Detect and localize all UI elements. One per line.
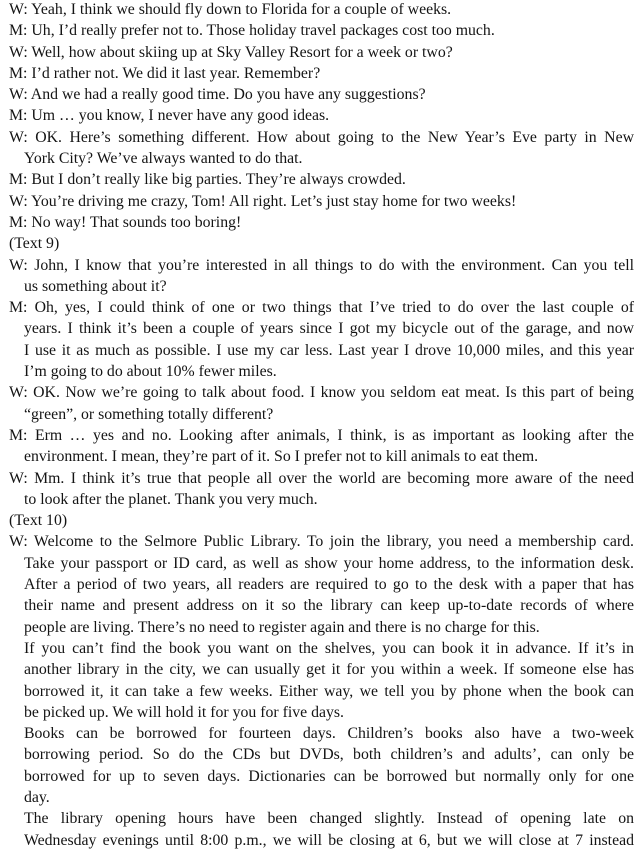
monologue-line: Take your passport or ID card, as well as show your home address, to the information desk. [24, 554, 634, 572]
monologue-line: If you can’t find the book you want on the shelves, you can book it in advance. If it’s in [24, 639, 634, 657]
dialogue-line: W: And we had a really good time. Do you have any suggestions? [9, 86, 426, 104]
text-10-label: (Text 10) [9, 512, 68, 530]
monologue-line: people are living. There’s no need to register again and there is no charge for this. [24, 618, 540, 636]
dialogue-line: W: You’re driving me crazy, Tom! All right. Let’s just stay home for two weeks! [9, 192, 517, 210]
monologue-line: The library opening hours have been changed slightly. Instead of opening late on [24, 810, 634, 828]
dialogue-line-continued: us something about it? [24, 277, 167, 295]
dialogue-line: W: Mm. I think it’s true that people all over the world are becoming more aware of the need [9, 469, 634, 487]
monologue-line: be picked up. We will hold it for you for five days. [24, 703, 345, 721]
monologue-line: Wednesday evenings until 8:00 p.m., we will be closing at 6, but we will close at 7 instead [24, 831, 634, 849]
monologue-line: another library in the city, we can usually get it for you within a week. If someone else has [24, 661, 634, 679]
monologue-line: Books can be borrowed for fourteen days. Children’s books also have a two-week [24, 725, 634, 743]
monologue-line: borrowed it, it can take a few weeks. Either way, we tell you by phone when the book can [24, 682, 634, 700]
dialogue-line: M: No way! That sounds too boring! [9, 213, 242, 231]
monologue-line: After a period of two years, all readers are required to go to the desk with a paper that has [24, 576, 634, 594]
monologue-line: borrowing period. So do the CDs but DVDs, both children’s and adults’, can only be [24, 746, 634, 764]
dialogue-line: W: John, I know that you’re interested in all things to do with the environment. Can you tell [9, 256, 634, 274]
dialogue-line-continued: I’m going to do about 10% fewer miles. [24, 363, 277, 381]
dialogue-line-continued: to look after the planet. Thank you very much. [24, 490, 318, 508]
dialogue-line: W: OK. Now we’re going to talk about food. I know you seldom eat meat. Is this part of being [9, 384, 634, 402]
monologue-line: borrowed for up to seven days. Dictionaries can be borrowed but normally only for one [24, 767, 634, 785]
dialogue-line: M: Erm … yes and no. Looking after animals, I think, is as important as looking after the [9, 426, 634, 444]
dialogue-line: W: OK. Here’s something different. How about going to the New Year’s Eve party in New [9, 128, 634, 146]
dialogue-line-continued: environment. I mean, they’re part of it. So I prefer not to kill animals to eat them. [24, 448, 539, 466]
monologue-line: W: Welcome to the Selmore Public Library. To join the library, you need a membership card. [9, 533, 634, 551]
dialogue-line: M: Uh, I’d really prefer not to. Those holiday travel packages cost too much. [9, 22, 495, 40]
dialogue-line-continued: I use it as much as possible. I use my car less. Last year I drove 10,000 miles, and this year [24, 341, 634, 359]
dialogue-line-continued: years. I think it’s been a couple of years since I got my bicycle out of the garage, and now [24, 320, 634, 338]
monologue-line: day. [24, 788, 50, 806]
dialogue-line-continued: “green”, or something totally different? [24, 405, 274, 423]
text-9-label: (Text 9) [9, 235, 60, 253]
dialogue-line: M: Um … you know, I never have any good ideas. [9, 107, 330, 125]
dialogue-line: M: Oh, yes, I could think of one or two things that I’ve tried to do over the last couple of [9, 299, 634, 317]
dialogue-line: W: Well, how about skiing up at Sky Valley Resort for a week or two? [9, 43, 453, 61]
monologue-line: their name and present address on it so the library can keep up-to-date records of where [24, 597, 634, 615]
dialogue-line-continued: York City? We’ve always wanted to do that. [24, 150, 303, 168]
dialogue-line: W: Yeah, I think we should fly down to Florida for a couple of weeks. [9, 1, 452, 18]
dialogue-line: M: But I don’t really like big parties. They’re always crowded. [9, 171, 406, 189]
dialogue-line: M: I’d rather not. We did it last year. Remember? [9, 64, 321, 82]
